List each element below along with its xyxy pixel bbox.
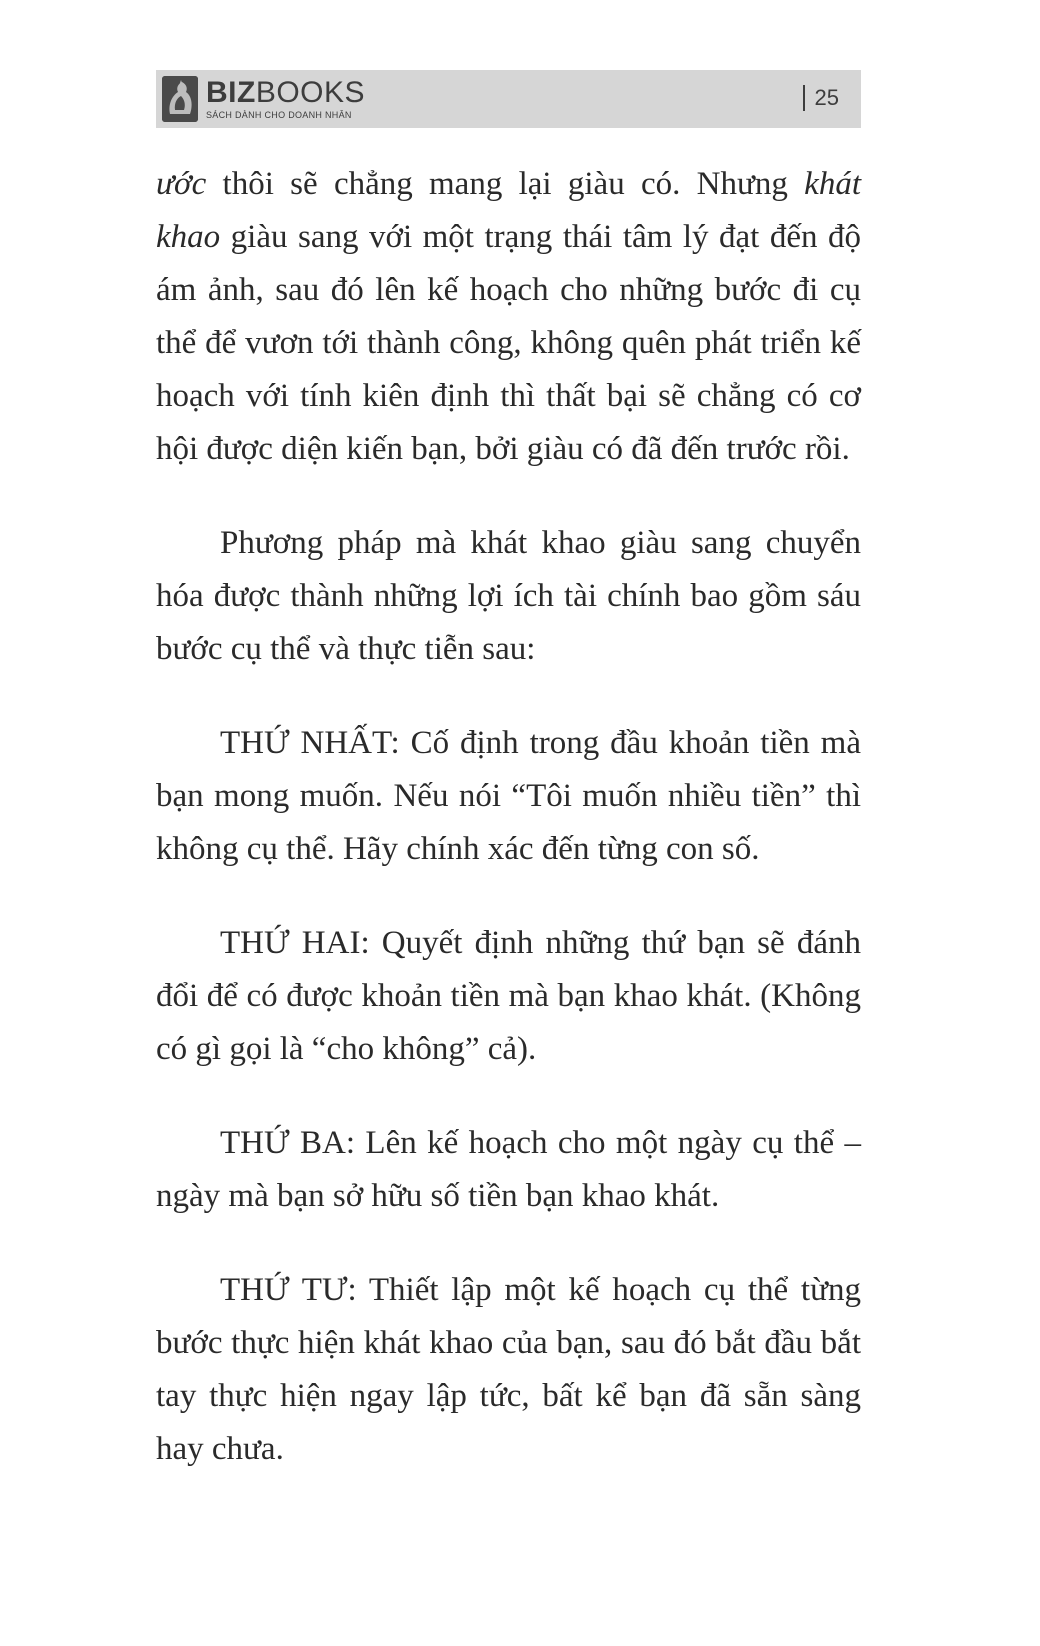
- page-number-value: 25: [814, 85, 839, 110]
- page-number: [803, 85, 839, 111]
- logo-text: [206, 78, 365, 120]
- paragraph-2: Phương pháp mà khát khao giàu sang chuyển hóa được thành những lợi ích tài chính bao gồm sáu bước cụ thể và thực tiễn sau:: [156, 525, 861, 667]
- brand-name-bold: BIZ: [206, 76, 256, 109]
- brand-name: [206, 78, 365, 108]
- paragraph-step-2: THỨ HAI: Quyết định những thứ bạn sẽ đánh đổi để có được khoản tiền mà bạn khao khát. (Không có gì gọi là “cho không” cả).: [156, 925, 861, 1067]
- paragraph-1: [156, 158, 861, 476]
- paragraph-step-1: THỨ NHẤT: Cố định trong đầu khoản tiền mà bạn mong muốn. Nếu nói “Tôi muốn nhiều tiền” thì không cụ thể. Hãy chính xác đến từng con số.: [156, 725, 861, 867]
- paragraph-step-4: THỨ TƯ: Thiết lập một kế hoạch cụ thể từng bước thực hiện khát khao của bạn, sau đó bắt đầu bắt tay thực hiện ngay lập tức, bất kể bạn đã sẵn sàng hay chưa.: [156, 1272, 861, 1467]
- bizbooks-emblem-icon: [162, 76, 198, 122]
- page-body: [156, 158, 861, 1517]
- page-number-divider: [803, 85, 805, 111]
- paragraph-step-3: THỨ BA: Lên kế hoạch cho một ngày cụ thể – ngày mà bạn sở hữu số tiền bạn khao khát.: [156, 1125, 861, 1214]
- paragraph-1-italic-2: khát khao: [156, 166, 861, 255]
- bizbooks-logo: [162, 76, 365, 122]
- paragraph-1-text-1: thôi sẽ chẳng mang lại giàu có. Nhưng: [206, 166, 805, 202]
- paragraph-1-text-2: giàu sang với một trạng thái tâm lý đạt đến độ ám ảnh, sau đó lên kế hoạch cho những bước đi cụ thể để vươn tới thành công, không quên phát triển kế hoạch với tính kiên định thì thất bại sẽ chẳng có cơ hội được diện kiến bạn, bởi giàu có đã đến trước rồi.: [156, 219, 861, 467]
- page-header: [156, 70, 861, 128]
- brand-tagline: SÁCH DÀNH CHO DOANH NHÂN: [206, 110, 352, 120]
- paragraph-1-italic-1: ước: [156, 166, 207, 202]
- brand-name-light: BOOKS: [255, 76, 366, 109]
